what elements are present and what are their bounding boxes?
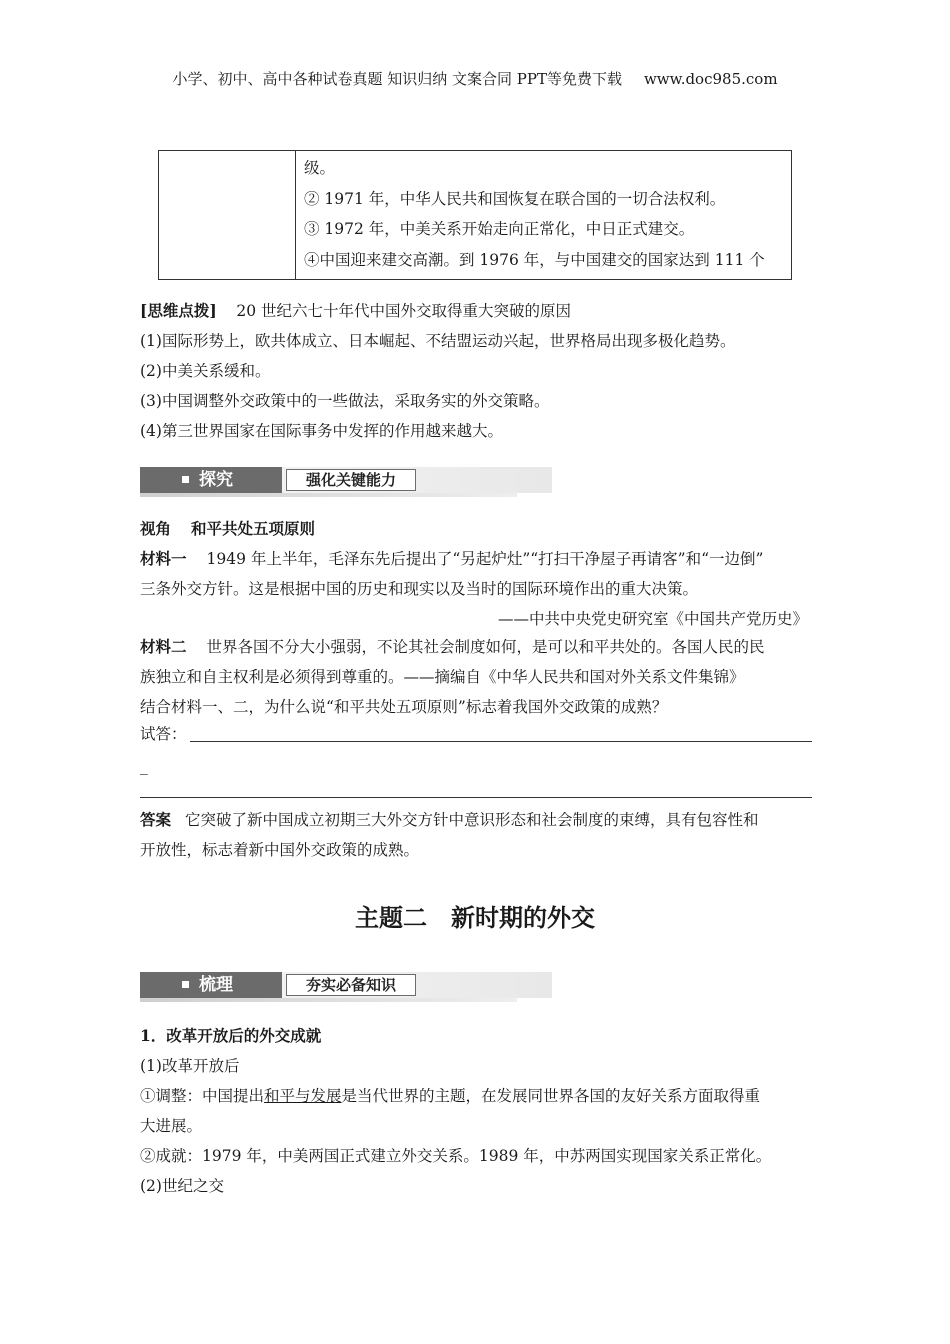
banner-explore bbox=[140, 467, 517, 497]
banner-explore-dark bbox=[140, 467, 282, 493]
answer-text-1: 它突破了新中国成立初期三大外交方针中意识形态和社会制度的束缚，具有包容性和 bbox=[185, 811, 759, 829]
table-line-2: ② 1971 年，中华人民共和国恢复在联合国的一切合法权利。 bbox=[304, 189, 726, 208]
material-1-line-1 bbox=[140, 544, 812, 574]
header-text: 小学、初中、高中各种试卷真题 知识归纳 文案合同 PPT等免费下载 bbox=[172, 70, 622, 88]
banner-shadow bbox=[140, 998, 517, 1002]
review-adjust-keyword: 和平与发展 bbox=[264, 1087, 342, 1105]
thinking-item-3: (3)中国调整外交政策中的一些做法，采取务实的外交策略。 bbox=[140, 392, 550, 410]
material-1-label: 材料一 bbox=[140, 549, 187, 568]
material-2-line-2: 族独立和自主权利是必须得到尊重的。——摘编自《中华人民共和国对外关系文件集锦》 bbox=[140, 668, 745, 686]
review-adjust-line-2: 大进展。 bbox=[140, 1117, 203, 1135]
material-1-line-2: 三条外交方针。这是根据中国的历史和现实以及当时的国际环境作出的重大决策。 bbox=[140, 580, 699, 598]
header-site-link[interactable]: www.doc985.com bbox=[643, 70, 778, 88]
review-section bbox=[140, 1021, 812, 1201]
table-line-1: 级。 bbox=[304, 159, 336, 177]
thinking-item-1: (1)国际形势上，欧共体成立、日本崛起、不结盟运动兴起，世界格局出现多极化趋势。 bbox=[140, 332, 736, 350]
section-title-part-2: 新时期的外交 bbox=[451, 904, 595, 932]
thinking-item-2: (2)中美关系缓和。 bbox=[140, 362, 271, 380]
thinking-item-4: (4)第三世界国家在国际事务中发挥的作用越来越大。 bbox=[140, 422, 503, 440]
banner-explore-label: 探究 bbox=[199, 470, 233, 490]
page-header bbox=[0, 68, 950, 89]
perspective-line bbox=[140, 514, 812, 544]
banner-review-sublabel: 夯实必备知识 bbox=[286, 974, 416, 996]
banner-explore-sublabel: 强化关键能力 bbox=[286, 469, 416, 491]
material-2-line-1 bbox=[140, 632, 812, 662]
thinking-title-line bbox=[140, 296, 812, 326]
review-sub-1: (1)改革开放后 bbox=[140, 1057, 240, 1075]
section-title-part-1: 主题二 bbox=[355, 904, 427, 932]
review-adjust-suffix: 是当代世界的主题，在发展同世界各国的友好关系方面取得重 bbox=[341, 1087, 761, 1105]
table-line-3: ③ 1972 年，中美关系开始走向正常化，中日正式建交。 bbox=[304, 220, 695, 238]
answer-input-line-1[interactable] bbox=[190, 741, 812, 742]
answer-label: 答案 bbox=[140, 810, 172, 829]
answer-line-2: 开放性，标志着新中国外交政策的成熟。 bbox=[140, 841, 420, 859]
answer-line-1 bbox=[140, 805, 812, 835]
table-left-cell bbox=[159, 151, 296, 280]
thinking-tag: [思维点拨] bbox=[140, 301, 217, 320]
square-icon bbox=[182, 476, 189, 483]
banner-review-light bbox=[282, 972, 552, 998]
square-icon bbox=[182, 981, 189, 988]
perspective-text: 和平共处五项原则 bbox=[191, 519, 316, 538]
banner-explore-light bbox=[282, 467, 552, 493]
material-2-label: 材料二 bbox=[140, 637, 187, 656]
banner-shadow bbox=[140, 493, 517, 497]
question-line: 结合材料一、二，为什么说“和平共处五项原则”标志着我国外交政策的成熟？ bbox=[140, 698, 668, 716]
table-right-cell bbox=[296, 151, 792, 280]
banner-review bbox=[140, 972, 517, 1002]
material-1-source: ——中共中央党史研究室《中国共产党历史》 bbox=[497, 610, 808, 628]
material-2-block bbox=[140, 632, 812, 722]
table-line-4: ④中国迎来建交高潮。到 1976 年，与中国建交的国家达到 111 个 bbox=[304, 250, 765, 269]
try-answer-label: 试答： bbox=[140, 725, 187, 743]
material-1-text-1: 1949 年上半年，毛泽东先后提出了“另起炉灶”“打扫干净屋子再请客”和“一边倒” bbox=[206, 550, 764, 568]
banner-review-dark bbox=[140, 972, 282, 998]
review-achievement: ②成就：1979 年，中美两国正式建立外交关系。1989 年，中苏两国实现国家关系正常化。 bbox=[140, 1147, 772, 1165]
thinking-title: 20 世纪六七十年代中国外交取得重大突破的原因 bbox=[236, 302, 572, 320]
section-title bbox=[0, 898, 950, 933]
answer-input-line-2[interactable] bbox=[140, 797, 812, 798]
answer-block bbox=[140, 805, 812, 865]
answer-dash: _ bbox=[140, 757, 148, 775]
review-adjust-line-1 bbox=[140, 1081, 812, 1111]
material-2-text-1: 世界各国不分大小强弱，不论其社会制度如何，是可以和平共处的。各国人民的民 bbox=[206, 638, 765, 656]
banner-review-label: 梳理 bbox=[199, 975, 233, 995]
explore-section bbox=[140, 514, 812, 604]
continuation-table bbox=[158, 150, 792, 280]
review-heading: 1．改革开放后的外交成就 bbox=[140, 1026, 322, 1045]
review-sub-2: (2)世纪之交 bbox=[140, 1177, 224, 1195]
perspective-label: 视角 bbox=[140, 519, 172, 538]
thinking-tips bbox=[140, 296, 812, 446]
review-adjust-prefix: ①调整：中国提出 bbox=[140, 1087, 265, 1105]
